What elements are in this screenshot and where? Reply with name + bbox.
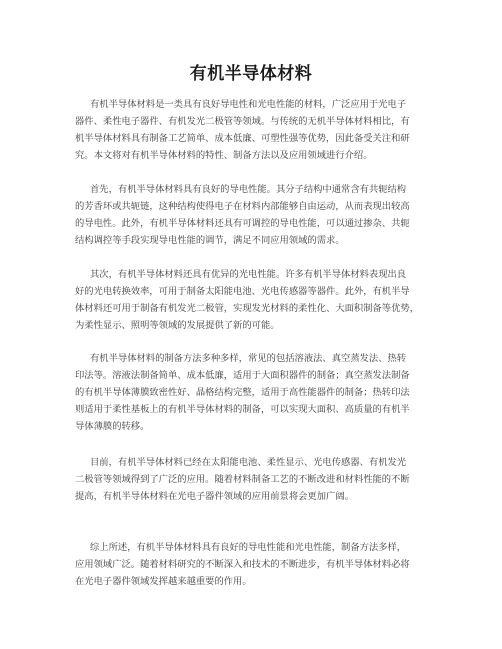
paragraph-line: 应用领域广泛。随着材料研究的不断深入和技术的不断进步，有机半导体材料必将 <box>75 559 410 570</box>
document-title: 有机半导体材料 <box>189 64 313 84</box>
paragraph-line: 在光电子器件领域发挥越来越重要的作用。 <box>75 576 252 587</box>
paragraph-line: 有机半导体材料是一类具有良好导电性和光电性能的材料，广泛应用于光电子 <box>90 99 407 110</box>
paragraph-line: 结构调控等手段实现导电性能的调节，满足不同应用领域的需求。 <box>75 235 345 246</box>
paragraph-line: 导体薄膜的转移。 <box>75 421 150 432</box>
paragraph-line: 究。本文将对有机半导体材料的特性、制备方法以及应用领域进行介绍。 <box>75 150 373 161</box>
paragraph-line: 印法等。溶液法制备简单、成本低廉，适用于大面积器件的制备；真空蒸发法制备 <box>75 370 410 381</box>
paragraph-line: 为柔性显示、照明等领域的发展提供了新的可能。 <box>75 320 280 331</box>
paragraph-line: 首先，有机半导体材料具有良好的导电性能。其分子结构中通常含有共轭结构 <box>90 184 407 195</box>
paragraph-line: 综上所述，有机半导体材料具有良好的导电性能和光电性能，制备方法多样， <box>90 542 407 553</box>
paragraph-line: 有机半导体材料的制备方法多种多样，常见的包括溶液法、真空蒸发法、热转 <box>90 353 407 364</box>
paragraph-line: 其次，有机半导体材料还具有优异的光电性能。许多有机半导体材料表现出良 <box>90 269 407 280</box>
paragraph-line: 器件、柔性电子器件、有机发光二极管等领域。与传统的无机半导体材料相比，有 <box>75 116 410 127</box>
paragraph-line: 提高，有机半导体材料在光电子器件领域的应用前景将会更加广阔。 <box>75 491 354 502</box>
paragraph-line: 目前，有机半导体材料已经在太阳能电池、柔性显示、光电传感器、有机发光 <box>90 457 407 468</box>
paragraph-line: 二极管等领域得到了广泛的应用。随着材料制备工艺的不断改进和材料性能的不断 <box>75 474 410 485</box>
paragraph-line: 则适用于柔性基板上的有机半导体材料的制备，可以实现大面积、高质量的有机半 <box>75 404 410 415</box>
paragraph-line: 的有机半导体薄膜致密性好、晶格结构完整，适用于高性能器件的制备；热转印法 <box>75 387 410 398</box>
paragraph-line: 的芳香环或共轭链，这种结构使得电子在材料内部能够自由运动，从而表现出较高 <box>75 201 410 212</box>
paragraph-line: 好的光电转换效率，可用于制备太阳能电池、光电传感器等器件。此外，有机半导 <box>75 286 410 297</box>
paragraph-line: 的导电性。此外，有机半导体材料还具有可调控的导电性能，可以通过掺杂、共轭 <box>75 218 410 229</box>
paragraph-line: 机半导体材料具有制备工艺简单、成本低廉、可塑性强等优势，因此备受关注和研 <box>75 133 410 144</box>
paragraph-line: 体材料还可用于制备有机发光二极管，实现发光材料的柔性化、大面积制备等优势， <box>75 303 419 314</box>
